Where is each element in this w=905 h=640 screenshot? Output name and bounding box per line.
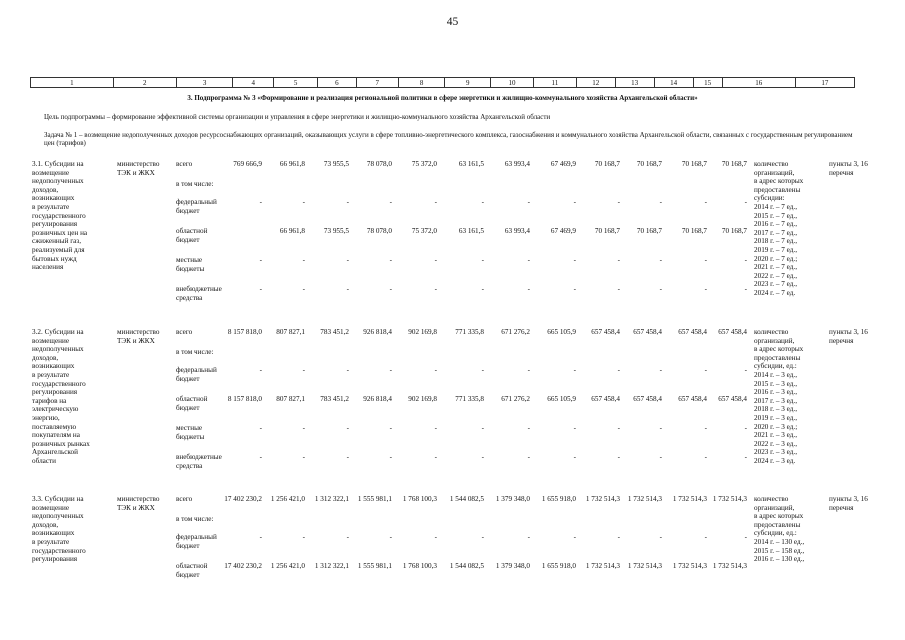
- funding-value: 1 732 514,3: [627, 562, 662, 570]
- funding-value: 63 993,4: [504, 160, 530, 168]
- indicator-line: в адрес которых: [754, 512, 804, 521]
- funding-source-label: федеральный: [176, 198, 217, 206]
- funding-value: 70 168,7: [681, 227, 707, 235]
- funding-value: 665 105,9: [547, 328, 576, 336]
- indicator-line: 2014 г. – 7 ед.,: [754, 203, 798, 211]
- funding-value: -: [389, 366, 392, 374]
- funding-value: -: [744, 256, 747, 264]
- indicator-line: 2019 г. – 7 ед.,: [754, 246, 798, 254]
- funding-value: -: [346, 366, 349, 374]
- funding-value: -: [302, 366, 305, 374]
- funding-value: -: [704, 198, 707, 206]
- funding-value: 70 168,7: [636, 227, 662, 235]
- funding-value: 78 078,0: [366, 160, 392, 168]
- funding-source-label: всего: [176, 495, 193, 503]
- measure-title-line: недополученных: [32, 512, 84, 521]
- indicator-line: организаций,: [754, 503, 795, 512]
- funding-value: -: [659, 453, 662, 461]
- column-number: 1: [31, 78, 114, 87]
- funding-value: -: [617, 366, 620, 374]
- indicator-line: 2020 г. – 7 ед.;: [754, 254, 798, 263]
- funding-value: 78 078,0: [366, 227, 392, 235]
- funding-value: 783 451,2: [320, 395, 349, 403]
- funding-value: 657 458,4: [718, 395, 747, 403]
- measure-title-line: сжиженный газ,: [32, 237, 82, 246]
- funding-value: -: [704, 424, 707, 432]
- indicator-line: 2016 г. – 130 ед.,: [754, 555, 805, 564]
- funding-value: -: [573, 533, 576, 541]
- funding-value: 1 544 082,5: [449, 562, 484, 570]
- funding-value: 73 955,5: [323, 160, 349, 168]
- measure-title-line: возмещение: [32, 168, 70, 177]
- indicator-line: 2018 г. – 7 ед.,: [754, 237, 798, 246]
- funding-value: -: [527, 453, 530, 461]
- column-number: 11: [534, 78, 577, 87]
- funding-value: -: [302, 285, 305, 293]
- reference-line: перечня: [829, 168, 854, 177]
- measure-title-line: энергию,: [32, 414, 60, 422]
- measure-title-line: в результате: [32, 203, 70, 211]
- reference-line: пункты 3, 16: [829, 495, 868, 503]
- funding-value: 75 372,0: [411, 227, 437, 235]
- funding-value: 70 168,7: [681, 160, 707, 168]
- indicator-line: 2017 г. – 3 ед.,: [754, 396, 798, 405]
- funding-value: -: [434, 424, 437, 432]
- funding-value: -: [346, 424, 349, 432]
- measure-title-line: населения: [32, 263, 64, 272]
- funding-value: -: [481, 256, 484, 264]
- column-number: 13: [616, 78, 655, 87]
- funding-source-label: областной: [176, 395, 208, 403]
- funding-value: -: [259, 533, 262, 541]
- measure-title-line: возникающих: [32, 194, 75, 203]
- column-number: 7: [357, 78, 399, 87]
- subprogram-title: 3. Подпрограмма № 3 «Формирование и реализация региональной политики в сфере энергетики и жилищно-коммунального хозяйства Архангельской области»: [187, 94, 698, 102]
- funding-value: 63 161,5: [458, 160, 484, 168]
- funding-value: -: [434, 366, 437, 374]
- funding-value: -: [481, 366, 484, 374]
- indicator-line: 2024 г. – 7 ед.: [754, 289, 796, 297]
- funding-value: -: [302, 453, 305, 461]
- indicator-line: 2022 г. – 7 ед.,: [754, 271, 798, 280]
- funding-value: -: [259, 198, 262, 206]
- indicator-line: субсидии, ед.:: [754, 362, 797, 371]
- funding-source-label: в том числе:: [176, 515, 214, 523]
- indicator-line: 2016 г. – 3 ед.,: [754, 388, 798, 397]
- measure-title-line: доходов,: [32, 353, 59, 362]
- funding-value: -: [527, 533, 530, 541]
- indicator-line: предоставлены: [754, 353, 801, 362]
- funding-value: 657 458,4: [678, 328, 707, 336]
- measure-title-line: возникающих: [32, 362, 75, 371]
- executor-line: ТЭК и ЖКХ: [117, 168, 155, 177]
- funding-value: -: [346, 453, 349, 461]
- funding-source-label: внебюджетные: [176, 453, 222, 461]
- funding-value: 70 168,7: [721, 160, 747, 168]
- funding-value: 1 732 514,3: [585, 562, 620, 570]
- executor-line: министерство: [117, 495, 160, 503]
- measure-title-line: области: [32, 457, 57, 465]
- funding-value: -: [744, 366, 747, 374]
- funding-value: 66 961,8: [279, 227, 305, 235]
- funding-value: -: [389, 198, 392, 206]
- measure-title-line: возмещение: [32, 503, 70, 512]
- funding-source-label: в том числе:: [176, 180, 214, 188]
- funding-value: -: [259, 285, 262, 293]
- indicator-line: 2015 г. – 7 ед.,: [754, 211, 798, 220]
- funding-source-label: федеральный: [176, 366, 217, 374]
- funding-value: 671 276,2: [501, 395, 530, 403]
- funding-value: -: [573, 256, 576, 264]
- funding-value: -: [704, 256, 707, 264]
- funding-value: -: [481, 533, 484, 541]
- funding-value: -: [527, 424, 530, 432]
- funding-value: 1 312 322,1: [314, 562, 349, 570]
- funding-value: -: [346, 198, 349, 206]
- funding-source-label: бюджеты: [176, 432, 205, 441]
- funding-value: -: [434, 533, 437, 541]
- funding-value: 1 655 918,0: [541, 562, 576, 570]
- measure-title-line: 3.2. Субсидии на: [32, 328, 84, 336]
- funding-value: 1 732 514,3: [627, 495, 662, 503]
- funding-value: -: [259, 424, 262, 432]
- funding-value: 70 168,7: [594, 227, 620, 235]
- indicator-line: 2024 г. – 3 ед.: [754, 457, 796, 465]
- funding-value: -: [434, 453, 437, 461]
- funding-value: -: [527, 198, 530, 206]
- funding-value: 1 555 981,1: [357, 562, 392, 570]
- column-number: 5: [274, 78, 318, 87]
- page-number: 45: [446, 16, 459, 28]
- indicator-line: 2021 г. – 3 ед.,: [754, 431, 798, 440]
- indicator-line: 2023 г. – 3 ед.,: [754, 448, 798, 457]
- indicator-line: количество: [754, 328, 789, 336]
- funding-source-label: бюджет: [176, 374, 200, 383]
- indicator-line: субсидии:: [754, 194, 785, 203]
- funding-value: -: [527, 285, 530, 293]
- funding-value: 657 458,4: [633, 328, 662, 336]
- executor-line: ТЭК и ЖКХ: [117, 503, 155, 512]
- funding-source-label: бюджет: [176, 541, 200, 550]
- funding-value: -: [481, 198, 484, 206]
- funding-value: -: [259, 366, 262, 374]
- indicator-line: 2022 г. – 3 ед.,: [754, 439, 798, 448]
- funding-value: -: [434, 256, 437, 264]
- indicator-line: 2014 г. – 130 ед.,: [754, 538, 805, 546]
- funding-value: -: [389, 453, 392, 461]
- indicator-line: количество: [754, 495, 789, 503]
- funding-value: -: [659, 533, 662, 541]
- measure-title-line: недополученных: [32, 345, 84, 354]
- indicator-line: 2019 г. – 3 ед.,: [754, 414, 798, 422]
- measure-title-line: розничных цен на: [32, 228, 88, 237]
- executor-line: министерство: [117, 328, 160, 336]
- measure-title-line: регулирования: [32, 555, 78, 564]
- funding-value: 902 169,8: [408, 328, 437, 336]
- funding-value: 783 451,2: [320, 328, 349, 336]
- funding-value: -: [573, 198, 576, 206]
- subprogram-goal: Цель подпрограммы – формирование эффективной системы организации и управления в сфере энергетики и жилищно-коммунального хозяйства Архангельской области: [44, 113, 551, 121]
- indicator-line: 2018 г. – 3 ед.,: [754, 405, 798, 414]
- funding-value: 8 157 818,0: [227, 328, 262, 336]
- column-number: 4: [233, 78, 274, 87]
- funding-value: 665 105,9: [547, 395, 576, 403]
- funding-value: -: [573, 453, 576, 461]
- measure-title-line: доходов,: [32, 520, 59, 529]
- funding-value: 1 768 100,3: [402, 495, 437, 503]
- funding-value: 70 168,7: [594, 160, 620, 168]
- funding-value: -: [346, 533, 349, 541]
- funding-value: -: [617, 198, 620, 206]
- measure-title-line: тарифов на: [32, 396, 67, 405]
- funding-value: 926 818,4: [363, 328, 392, 336]
- funding-source-label: федеральный: [176, 533, 217, 541]
- funding-value: -: [659, 285, 662, 293]
- indicator-line: в адрес которых: [754, 177, 804, 186]
- column-number: 16: [723, 78, 796, 87]
- column-number: 14: [655, 78, 694, 87]
- measure-title-line: государственного: [32, 211, 86, 220]
- funding-value: 70 168,7: [721, 227, 747, 235]
- funding-value: -: [744, 198, 747, 206]
- funding-value: 75 372,0: [411, 160, 437, 168]
- funding-value: 1 544 082,5: [449, 495, 484, 503]
- funding-value: 17 402 230,2: [224, 562, 262, 570]
- funding-value: -: [659, 256, 662, 264]
- indicator-line: организаций,: [754, 336, 795, 345]
- funding-value: 771 335,8: [455, 328, 484, 336]
- funding-value: 657 458,4: [591, 328, 620, 336]
- funding-value: -: [573, 424, 576, 432]
- funding-source-label: средства: [176, 293, 203, 302]
- funding-value: -: [481, 424, 484, 432]
- funding-value: -: [704, 366, 707, 374]
- subprogram-task: Задача № 1 – возмещение недополученных доходов ресурсоснабжающих организаций, оказывающих услуги в сфере топливно-энергетического комплекса, газоснабжения и коммунального хозяйства Архангельской области, связанных с государственным регулированием цен (тарифов): [44, 131, 853, 148]
- funding-value: -: [346, 285, 349, 293]
- measure-title-line: Архангельской: [32, 448, 78, 457]
- funding-value: -: [259, 453, 262, 461]
- funding-source-label: местные: [176, 424, 203, 432]
- funding-value: -: [527, 256, 530, 264]
- funding-value: 63 161,5: [458, 227, 484, 235]
- funding-value: -: [744, 453, 747, 461]
- column-number: 8: [399, 78, 446, 87]
- measure-title-line: регулирования: [32, 388, 78, 397]
- funding-value: -: [389, 256, 392, 264]
- funding-value: -: [302, 198, 305, 206]
- indicator-line: 2020 г. – 3 ед.;: [754, 422, 798, 431]
- funding-value: -: [704, 453, 707, 461]
- funding-value: -: [704, 533, 707, 541]
- measure-title-line: в результате: [32, 538, 70, 546]
- column-number: 2: [114, 78, 177, 87]
- indicator-line: 2016 г. – 7 ед.,: [754, 220, 798, 229]
- reference-line: пункты 3, 16: [829, 160, 868, 168]
- indicator-line: количество: [754, 160, 789, 168]
- funding-value: -: [481, 453, 484, 461]
- funding-value: -: [389, 533, 392, 541]
- funding-value: 657 458,4: [633, 395, 662, 403]
- measure-title-line: реализуемый для: [32, 246, 85, 254]
- measure-title-line: 3.3. Субсидии на: [32, 495, 84, 503]
- indicator-line: 2017 г. – 7 ед.,: [754, 228, 798, 237]
- measure-title-line: возмещение: [32, 336, 70, 345]
- column-number: 9: [445, 78, 491, 87]
- column-number: 17: [821, 79, 829, 87]
- indicator-line: в адрес которых: [754, 345, 804, 354]
- funding-value: 1 732 514,3: [585, 495, 620, 503]
- indicator-line: 2015 г. – 158 ед.,: [754, 546, 805, 555]
- column-number: 10: [491, 78, 534, 87]
- funding-value: -: [659, 366, 662, 374]
- funding-value: -: [389, 424, 392, 432]
- funding-value: 1 379 348,0: [495, 562, 530, 570]
- funding-source-label: местные: [176, 256, 203, 264]
- funding-value: 1 312 322,1: [314, 495, 349, 503]
- measure-title-line: в результате: [32, 371, 70, 379]
- funding-value: 73 955,5: [323, 227, 349, 235]
- funding-value: -: [617, 256, 620, 264]
- funding-value: -: [617, 533, 620, 541]
- measure-title-line: электрическую: [32, 405, 79, 414]
- funding-value: 63 993,4: [504, 227, 530, 235]
- funding-value: -: [302, 424, 305, 432]
- measure-title-line: государственного: [32, 379, 86, 388]
- funding-value: 1 732 514,3: [672, 495, 707, 503]
- funding-value: -: [744, 424, 747, 432]
- funding-value: -: [434, 285, 437, 293]
- funding-value: -: [389, 285, 392, 293]
- measure-title-line: поставляемую: [32, 422, 77, 431]
- funding-source-label: бюджет: [176, 206, 200, 215]
- indicator-line: предоставлены: [754, 520, 801, 529]
- funding-source-label: всего: [176, 328, 193, 336]
- measure-title-line: регулирования: [32, 220, 78, 229]
- funding-value: -: [704, 285, 707, 293]
- funding-value: 926 818,4: [363, 395, 392, 403]
- funding-source-label: бюджет: [176, 235, 200, 244]
- funding-value: -: [527, 366, 530, 374]
- indicator-line: 2021 г. – 7 ед.,: [754, 263, 798, 272]
- funding-value: 771 335,8: [455, 395, 484, 403]
- indicator-line: субсидии, ед.:: [754, 529, 797, 538]
- funding-value: -: [659, 198, 662, 206]
- funding-value: 807 827,1: [276, 328, 305, 336]
- indicator-line: 2023 г. – 7 ед.,: [754, 280, 798, 289]
- funding-value: 1 256 421,0: [270, 562, 305, 570]
- indicator-line: организаций,: [754, 168, 795, 177]
- measure-title-line: возникающих: [32, 529, 75, 538]
- indicator-line: 2014 г. – 3 ед.,: [754, 371, 798, 379]
- funding-value: -: [302, 533, 305, 541]
- funding-value: 17 402 230,2: [224, 495, 262, 503]
- funding-value: -: [573, 285, 576, 293]
- funding-value: -: [481, 285, 484, 293]
- funding-value: 70 168,7: [636, 160, 662, 168]
- column-number: 3: [177, 78, 233, 87]
- funding-value: 66 961,8: [279, 160, 305, 168]
- funding-value: 67 469,9: [550, 160, 576, 168]
- measure-title-line: недополученных: [32, 177, 84, 186]
- funding-value: -: [744, 533, 747, 541]
- column-number: 12: [577, 78, 616, 87]
- funding-value: -: [573, 366, 576, 374]
- funding-value: 1 732 514,3: [672, 562, 707, 570]
- measure-title-line: бытовых нужд: [32, 254, 77, 263]
- funding-value: 657 458,4: [718, 328, 747, 336]
- funding-value: -: [617, 285, 620, 293]
- funding-value: 657 458,4: [591, 395, 620, 403]
- funding-value: 1 732 514,3: [712, 495, 747, 503]
- measure-title-line: покупателям на: [32, 431, 80, 440]
- reference-line: перечня: [829, 336, 854, 345]
- indicator-line: 2015 г. – 3 ед.,: [754, 379, 798, 388]
- executor-line: ТЭК и ЖКХ: [117, 336, 155, 345]
- funding-value: 807 827,1: [276, 395, 305, 403]
- funding-source-label: внебюджетные: [176, 285, 222, 293]
- funding-source-label: бюджеты: [176, 264, 205, 273]
- funding-value: 1 655 918,0: [541, 495, 576, 503]
- funding-value: 902 169,8: [408, 395, 437, 403]
- funding-value: 657 458,4: [678, 395, 707, 403]
- funding-source-label: областной: [176, 562, 208, 570]
- funding-value: 67 469,9: [550, 227, 576, 235]
- funding-value: 8 157 818,0: [227, 395, 262, 403]
- funding-value: -: [259, 256, 262, 264]
- column-number: 6: [318, 78, 357, 87]
- measure-title-line: доходов,: [32, 185, 59, 194]
- executor-line: министерство: [117, 160, 160, 168]
- funding-source-label: бюджет: [176, 403, 200, 412]
- funding-value: -: [434, 198, 437, 206]
- funding-source-label: областной: [176, 227, 208, 235]
- funding-value: -: [302, 256, 305, 264]
- measure-title-line: 3.1. Субсидии на: [32, 160, 84, 168]
- measure-title-line: розничных рынках: [32, 439, 90, 448]
- funding-value: 671 276,2: [501, 328, 530, 336]
- funding-value: 1 732 514,3: [712, 562, 747, 570]
- indicator-line: предоставлены: [754, 185, 801, 194]
- funding-value: 1 379 348,0: [495, 495, 530, 503]
- funding-value: -: [617, 453, 620, 461]
- funding-value: 1 256 421,0: [270, 495, 305, 503]
- funding-value: -: [744, 285, 747, 293]
- funding-value: -: [659, 424, 662, 432]
- funding-source-label: бюджет: [176, 570, 200, 579]
- column-number-header: [30, 77, 855, 88]
- reference-line: перечня: [829, 503, 854, 512]
- funding-value: 1 768 100,3: [402, 562, 437, 570]
- reference-line: пункты 3, 16: [829, 328, 868, 336]
- funding-value: 1 555 981,1: [357, 495, 392, 503]
- column-number: 15: [694, 78, 723, 87]
- funding-value: -: [617, 424, 620, 432]
- funding-source-label: всего: [176, 160, 193, 168]
- funding-value: -: [346, 256, 349, 264]
- measure-title-line: государственного: [32, 546, 86, 555]
- funding-source-label: средства: [176, 461, 203, 470]
- funding-value: 769 666,9: [233, 160, 262, 168]
- funding-source-label: в том числе:: [176, 348, 214, 356]
